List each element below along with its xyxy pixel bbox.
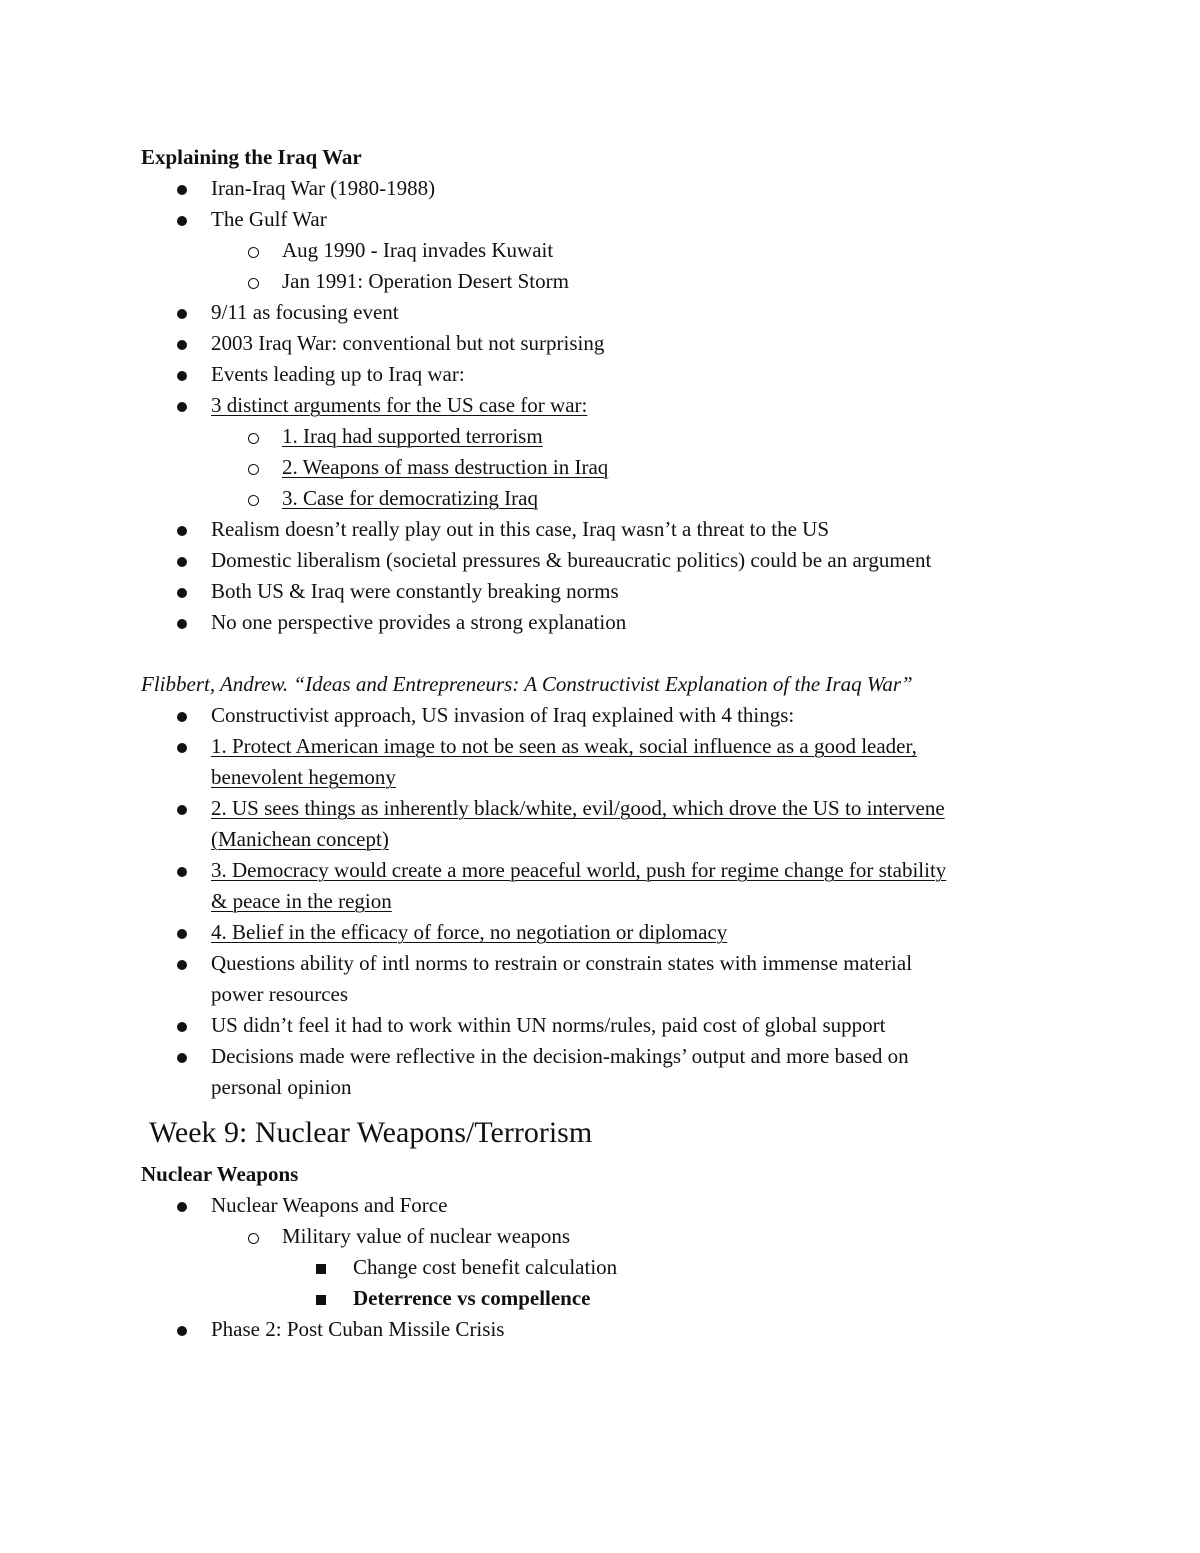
bullet-circle-icon [248,421,259,452]
week-title: Week 9: Nuclear Weapons/Terrorism [149,1116,593,1149]
list-item: Deterrence vs compellence [141,1283,1060,1314]
bullet-disc-icon [177,855,187,886]
section-heading-flibbert: Flibbert, Andrew. “Ideas and Entrepreneurs: A Constructivist Explanation of the Iraq War” [141,672,913,696]
list-item: No one perspective provides a strong explanation [141,607,1060,638]
bullet-disc-icon [177,328,187,359]
list-item: 4. Belief in the efficacy of force, no negotiation or diplomacy [141,917,1060,948]
list-item: 3 distinct arguments for the US case for war: [141,390,1060,421]
bullet-disc-icon [177,1190,187,1221]
list-item: 1. Iraq had supported terrorism [141,421,1060,452]
bullet-disc-icon [177,359,187,390]
bullet-disc-icon [177,700,187,731]
section-heading-nuclear-weapons: Nuclear Weapons [141,1162,299,1186]
list-item: Military value of nuclear weapons [141,1221,1060,1252]
list-item-continuation: power resources [211,982,349,1006]
bullet-disc-icon [177,607,187,638]
list-item: Constructivist approach, US invasion of Iraq explained with 4 things: [141,700,1060,731]
list-item: Questions ability of intl norms to restrain or constrain states with immense material [141,948,1060,979]
list-item-continuation: & peace in the region [211,889,392,913]
bullet-square-icon [316,1283,326,1314]
bullet-circle-icon [248,452,259,483]
list-item: Jan 1991: Operation Desert Storm [141,266,1060,297]
bullet-disc-icon [177,1010,187,1041]
bullet-disc-icon [177,390,187,421]
list-item: Phase 2: Post Cuban Missile Crisis [141,1314,1060,1345]
iraq-war-list [141,173,1060,638]
nuclear-weapons-list [141,1190,1060,1345]
list-item: Domestic liberalism (societal pressures & bureaucratic politics) could be an argument [141,545,1060,576]
list-item: Aug 1990 - Iraq invades Kuwait [141,235,1060,266]
bullet-disc-icon [177,793,187,824]
list-item-continuation: benevolent hegemony [211,765,396,789]
list-item: 3. Democracy would create a more peaceful world, push for regime change for stability [141,855,1060,886]
list-item: US didn’t feel it had to work within UN norms/rules, paid cost of global support [141,1010,1060,1041]
list-item-continuation: personal opinion [211,1075,352,1099]
list-item: 2. US sees things as inherently black/white, evil/good, which drove the US to intervene [141,793,1060,824]
list-item-continuation: (Manichean concept) [211,827,389,851]
section-heading-iraq-war: Explaining the Iraq War [141,145,362,169]
bullet-disc-icon [177,917,187,948]
bullet-disc-icon [177,1041,187,1072]
list-item: 2. Weapons of mass destruction in Iraq [141,452,1060,483]
list-item: Change cost benefit calculation [141,1252,1060,1283]
flibbert-list [141,700,1060,1103]
list-item: Iran-Iraq War (1980-1988) [141,173,1060,204]
list-item: Decisions made were reflective in the decision-makings’ output and more based on [141,1041,1060,1072]
bullet-disc-icon [177,545,187,576]
list-item: Nuclear Weapons and Force [141,1190,1060,1221]
list-item: The Gulf War [141,204,1060,235]
bullet-circle-icon [248,266,259,297]
bullet-disc-icon [177,173,187,204]
bullet-circle-icon [248,1221,259,1252]
list-item: 2003 Iraq War: conventional but not surprising [141,328,1060,359]
list-item: 1. Protect American image to not be seen as weak, social influence as a good leader, [141,731,1060,762]
list-item: 3. Case for democratizing Iraq [141,483,1060,514]
list-item: Realism doesn’t really play out in this case, Iraq wasn’t a threat to the US [141,514,1060,545]
bullet-circle-icon [248,483,259,514]
bullet-disc-icon [177,731,187,762]
bullet-disc-icon [177,1314,187,1345]
spacer [141,638,1060,669]
bullet-disc-icon [177,204,187,235]
bullet-disc-icon [177,514,187,545]
list-item: Events leading up to Iraq war: [141,359,1060,390]
list-item: 9/11 as focusing event [141,297,1060,328]
list-item: Both US & Iraq were constantly breaking norms [141,576,1060,607]
bullet-disc-icon [177,576,187,607]
bullet-disc-icon [177,297,187,328]
bullet-square-icon [316,1252,326,1283]
bullet-circle-icon [248,235,259,266]
bullet-disc-icon [177,948,187,979]
